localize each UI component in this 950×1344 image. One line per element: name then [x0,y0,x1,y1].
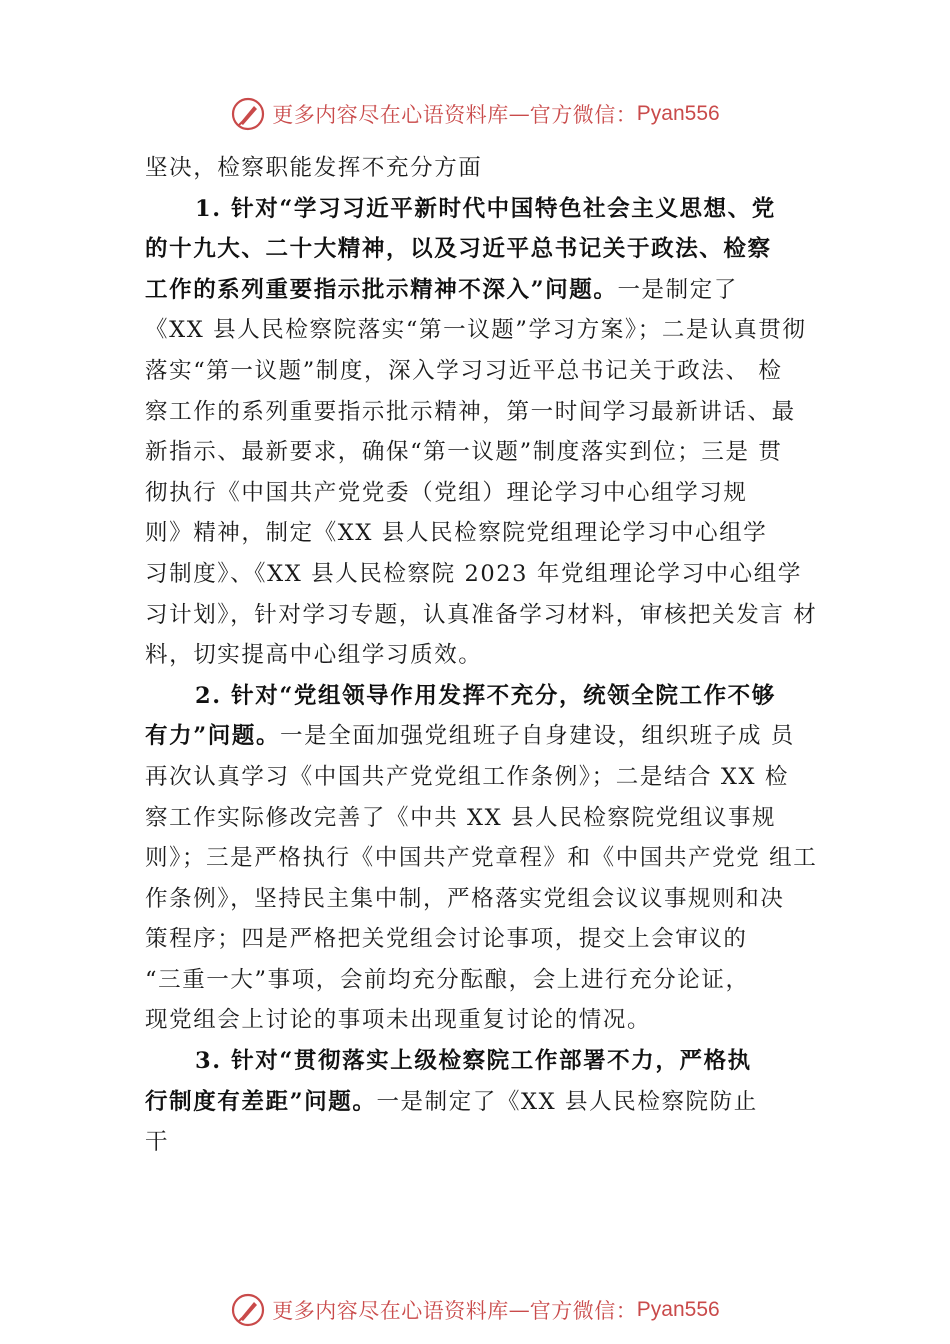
pen-nib-circle-icon [230,96,266,132]
watermark-footer [0,1290,950,1330]
watermark-text: 更多内容尽在心语资料库 [272,1299,509,1323]
watermark-colon: ： [615,103,637,127]
watermark-dash: — [508,1298,530,1322]
watermark-colon: ： [615,1299,637,1323]
item-1-heading: 1. 针对“学习习近平新时代中国特色社会主义思想、党 [195,195,776,222]
text-line: 察工作的系列重要指示批示精神，第一时间学习最新讲话、最 [145,398,796,425]
text-line: 策程序；四是严格把关党组会讨论事项，提交上会审议的 [145,926,748,953]
item-2-heading: 2. 针对“党组领导作用发挥不充分，统领全院工作不够 [195,682,776,709]
watermark-wechat-id: Pyan556 [636,1298,720,1321]
pen-nib-circle-icon [230,1292,266,1328]
watermark-wechat-id: Pyan556 [636,102,720,125]
text-line: 新指示、最新要求，确保“第一议题”制度落实到位；三是 贯 [145,439,783,466]
text-line: 察工作实际修改完善了《中共 XX 县人民检察院党组议事规 [145,804,777,831]
text-line: 行制度有差距”问题。一是制定了《XX 县人民检察院防止 [145,1088,758,1115]
text-line: 的十九大、二十大精神，以及习近平总书记关于政法、检察 [145,236,772,263]
watermark-text-2: 官方微信 [529,103,616,127]
text-line: 工作的系列重要指示批示精神不深入”问题。一是制定了 [145,276,738,303]
text-line: 再次认真学习《中国共产党党组工作条例》；二是结合 XX 检 [145,763,789,790]
watermark-header [0,94,950,134]
text-line: 《XX 县人民检察院落实“第一议题”学习方案》；二是认真贯彻 [145,317,807,344]
text-line: 料，切实提高中心组学习质效。 [145,642,483,669]
text-line: 干 [145,1129,170,1156]
text-line: 坚决，检察职能发挥不充分方面 [145,155,483,181]
document-body [145,148,835,1163]
item-3-heading: 3. 针对“贯彻落实上级检察院工作部署不力，严格执 [195,1048,752,1075]
text-line: “三重一大”事项，会前均充分酝酿，会上进行充分论证， [145,966,750,993]
text-line: 现党组会上讨论的事项未出现重复讨论的情况。 [145,1007,652,1034]
text-line: 彻执行《中国共产党党委（党组）理论学习中心组学习规 [145,479,748,506]
watermark-text: 更多内容尽在心语资料库 [272,103,509,127]
text-line: 落实“第一议题”制度，深入学习习近平总书记关于政法、 检 [145,357,783,384]
text-line: 则》精神，制定《XX 县人民检察院党组理论学习中心组学 [145,520,768,547]
text-line: 习计划》，针对学习专题，认真准备学习材料，审核把关发言 材 [145,601,818,628]
text-line: 作条例》，坚持民主集中制，严格落实党组会议议事规则和决 [145,885,785,912]
watermark-text-2: 官方微信 [529,1299,616,1323]
text-line: 习制度》、《XX 县人民检察院 2023 年党组理论学习中心组学 [145,560,802,587]
watermark-dash: — [508,102,530,126]
text-line: 则》；三是严格执行《中国共产党章程》和《中国共产党党 组工 [145,845,818,872]
text-line: 有力”问题。一是全面加强党组班子自身建设，组织班子成 员 [145,723,795,750]
